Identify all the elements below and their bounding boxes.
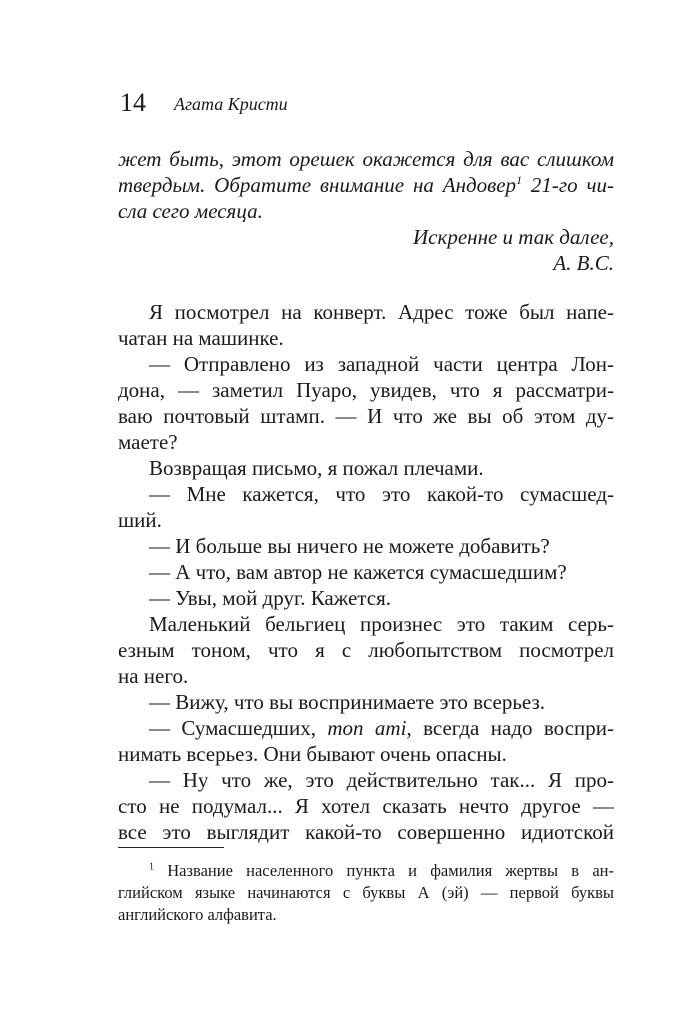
paragraph-line: дона, — заметил Пуаро, увидев, что я рассматри- [118, 378, 614, 402]
letter-line-2-b: 21-го чи- [522, 173, 614, 197]
paragraph-line [149, 715, 614, 741]
paragraph-line: ваю почтовый штамп. — И что же вы об этом ду- [118, 404, 614, 428]
footnote-line-2: глийском языке начинаются с буквы А (эй) — первой буквы [118, 883, 614, 902]
letter-closing: Искренне и так далее, [413, 225, 614, 249]
paragraph-line: — Ну что же, это действительно так... Я про- [149, 768, 614, 792]
text-span: , всегда надо воспри- [406, 716, 614, 740]
paragraph-line: чатан на машинке. [118, 326, 284, 350]
paragraph-line: Возвращая письмо, я пожал плечами. [149, 456, 484, 480]
paragraph-line: — Мне кажется, что это какой-то сумасшед- [149, 482, 614, 506]
page-number: 14 [120, 88, 146, 117]
paragraph-line: маете? [118, 430, 178, 454]
letter-signature: A. B.C. [553, 251, 614, 275]
paragraph-line: — Отправлено из западной части центра Лон- [149, 352, 614, 376]
text-span: — Сумасшедших, [149, 716, 328, 740]
running-title-author: Агата Кристи [174, 94, 288, 114]
paragraph-line: — Увы, мой друг. Кажется. [149, 586, 391, 610]
footnote-divider [118, 847, 224, 848]
letter-line-3: сла сего месяца. [118, 199, 263, 223]
letter-line-2 [118, 172, 614, 198]
letter-line-2-a: твердым. Обратите внимание на Андовер [118, 173, 517, 197]
paragraph-line: сто не подумал... Я хотел сказать нечто другое — [118, 794, 614, 818]
paragraph-line: — А что, вам автор не кажется сумасшедшим? [149, 560, 567, 584]
foreign-phrase: mon ami [327, 716, 407, 740]
letter-line-1: жет быть, этот орешек окажется для вас слишком [118, 147, 614, 171]
paragraph-line: — Вижу, что вы воспринимаете это всерьез. [149, 690, 546, 714]
footnote-marker: 1 [149, 861, 154, 873]
footnote-reference: 1 [516, 173, 523, 187]
paragraph-line: Маленький бельгиец произнес это таким серь- [149, 612, 614, 636]
paragraph-line: на него. [118, 664, 189, 688]
paragraph-line: — И больше вы ничего не можете добавить? [149, 534, 550, 558]
paragraph-line: Я посмотрел на конверт. Адрес тоже был напе- [149, 300, 614, 324]
footnote-text: Название населенного пункта и фамилия жертвы в ан- [154, 861, 614, 880]
paragraph-line: нимать всерьез. Они бывают очень опасны. [118, 742, 507, 766]
footnote-line-1 [149, 860, 614, 882]
paragraph-line: езным тоном, что я с любопытством посмотрел [118, 638, 614, 662]
paragraph-line: все это выглядит какой-то совершенно идиотской [118, 820, 614, 844]
footnote-line-3: английского алфавита. [118, 905, 277, 924]
paragraph-line: ший. [118, 508, 162, 532]
